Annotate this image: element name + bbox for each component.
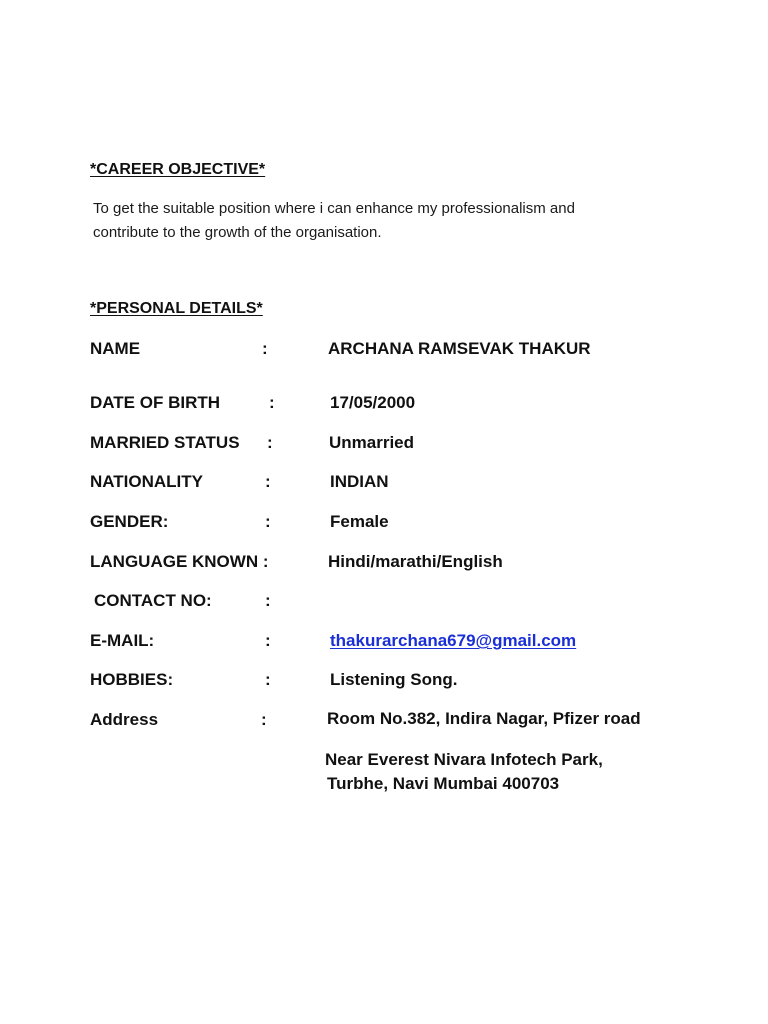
address-line-1: Room No.382, Indira Nagar, Pfizer road (327, 709, 641, 728)
contact-no-colon: : (265, 591, 271, 610)
name-value: ARCHANA RAMSEVAK THAKUR (328, 339, 591, 358)
hobbies-colon: : (265, 670, 271, 689)
gender-value: Female (330, 512, 389, 531)
hobbies-value: Listening Song. (330, 670, 458, 689)
gender-label: GENDER: (90, 512, 169, 531)
name-label: NAME (90, 339, 141, 358)
career-objective-line-1: To get the suitable position where i can enhance my professionalism and (93, 200, 575, 217)
personal-details-heading: *PERSONAL DETAILS* (90, 300, 263, 317)
gender-colon: : (265, 512, 271, 531)
contact-no-label: CONTACT NO: (94, 591, 212, 610)
dob-colon: : (269, 393, 275, 412)
language-known-label: LANGUAGE KNOWN : (90, 552, 269, 571)
married-status-label: MARRIED STATUS (90, 433, 240, 452)
name-colon: : (262, 339, 268, 358)
address-colon: : (261, 710, 267, 729)
nationality-colon: : (265, 472, 271, 491)
email-link[interactable]: thakurarchana679@gmail.com (330, 631, 577, 650)
language-known-value: Hindi/marathi/English (328, 552, 503, 571)
career-objective-heading: *CAREER OBJECTIVE* (90, 161, 266, 178)
address-line-2: Near Everest Nivara Infotech Park, (325, 750, 603, 769)
dob-label: DATE OF BIRTH (90, 393, 221, 412)
career-objective-text (93, 197, 673, 245)
married-status-colon: : (267, 433, 273, 452)
address-line-3: Turbhe, Navi Mumbai 400703 (327, 774, 560, 793)
nationality-value: INDIAN (330, 472, 389, 491)
dob-value: 17/05/2000 (330, 393, 416, 412)
email-colon: : (265, 631, 271, 650)
email-label: E-MAIL: (90, 631, 155, 650)
hobbies-label: HOBBIES: (90, 670, 174, 689)
married-status-value: Unmarried (329, 433, 415, 452)
nationality-label: NATIONALITY (90, 472, 204, 491)
address-label: Address (90, 710, 159, 729)
career-objective-line-2: contribute to the growth of the organisation. (93, 224, 382, 241)
